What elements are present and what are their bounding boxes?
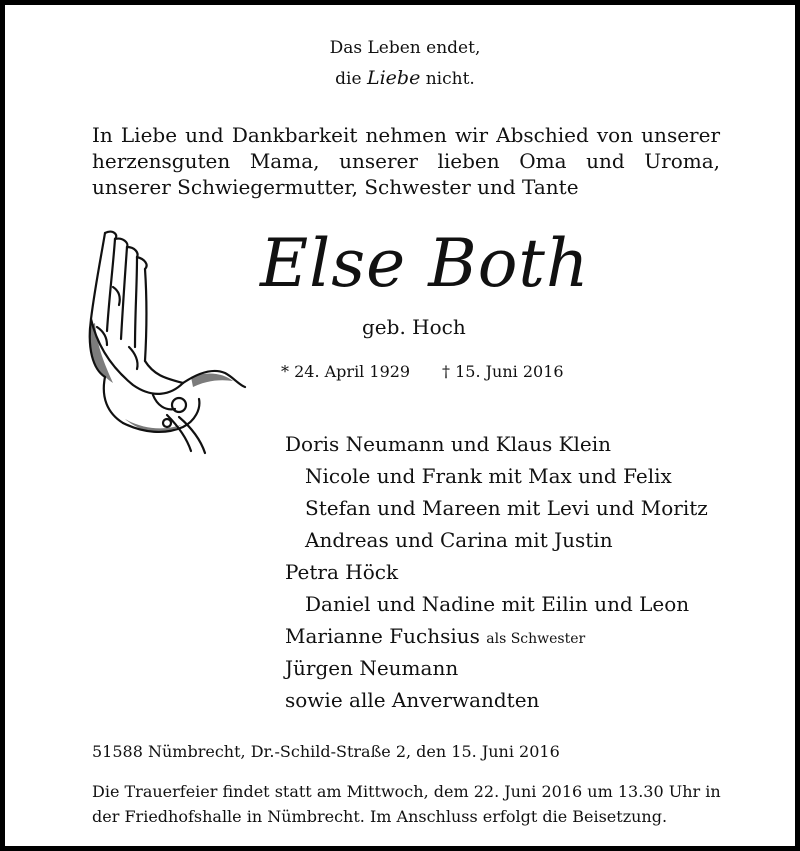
family-member: sowie alle Anverwandten [285, 688, 540, 712]
family-member: Daniel und Nadine mit Eilin und Leon [305, 592, 690, 616]
family-member: Marianne Fuchsius als Schwester [285, 624, 586, 648]
motto-suffix: nicht. [420, 69, 475, 89]
family-member: Jürgen Neumann [285, 656, 459, 680]
maiden-name: geb. Hoch [362, 315, 466, 339]
motto-script-word: Liebe [366, 67, 421, 89]
family-list [285, 428, 708, 716]
birth-date: * 24. April 1929 [281, 362, 411, 381]
family-member: Andreas und Carina mit Justin [305, 528, 613, 552]
motto-line-1: Das Leben endet, [329, 38, 481, 58]
family-member: Stefan und Mareen mit Levi und Moritz [305, 496, 708, 520]
deceased-name: Else Both [260, 225, 590, 302]
relation-note: als Schwester [486, 631, 586, 647]
motto-prefix: die [335, 69, 367, 89]
motto-line-2 [5, 67, 800, 89]
family-member: Doris Neumann und Klaus Klein [285, 432, 612, 456]
family-member: Petra Höck [285, 560, 399, 584]
death-date: † 15. Juni 2016 [442, 362, 564, 381]
address-line: 51588 Nümbrecht, Dr.-Schild-Straße 2, den 15. Juni 2016 [92, 742, 560, 761]
family-member: Nicole und Frank mit Max und Felix [305, 464, 672, 488]
intro-text: In Liebe und Dankbarkeit nehmen wir Abschied von unserer herzensguten Mama, unserer lieben Oma und Uroma, unserer Schwiegermutter, Schwester und Tante [92, 123, 720, 199]
praying-hands-icon [83, 227, 248, 455]
ceremony-info: Die Trauerfeier findet statt am Mittwoch, dem 22. Juni 2016 um 13.30 Uhr in der Friedhofshalle in Nümbrecht. Im Anschluss erfolgt die Beisetzung. [92, 782, 721, 826]
